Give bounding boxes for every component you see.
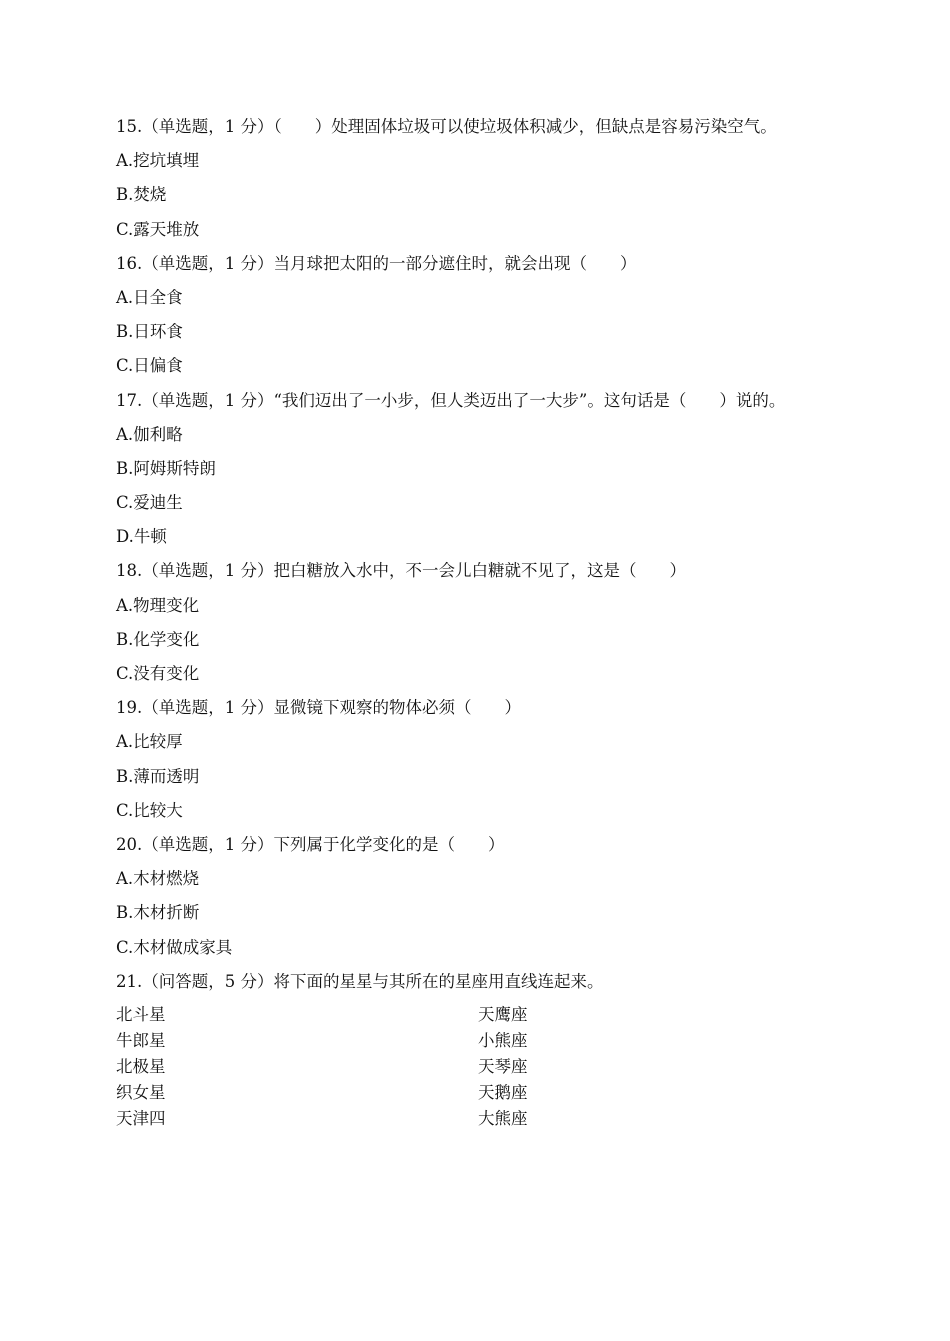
- question-19-option-c: C.比较大: [116, 800, 183, 820]
- question-17-option-c: C.爱迪生: [116, 493, 183, 513]
- question-21-stem: 21.（问答题，5 分）将下面的星星与其所在的星座用直线连起来。: [116, 971, 604, 991]
- question-20-option-a: A.木材燃烧: [116, 869, 200, 889]
- question-list: [116, 113, 836, 1132]
- matching-table: [116, 1002, 836, 1132]
- question-18-stem: 18.（单选题，1 分）把白糖放入水中，不一会儿白糖就不见了，这是（ ）: [116, 561, 686, 581]
- question-16-option-a: A.日全食: [116, 287, 183, 307]
- question-17-option-a: A.伽利略: [116, 424, 183, 444]
- question-16-option-b: B.日环食: [116, 322, 183, 342]
- question-19-option-a: A.比较厚: [116, 732, 183, 752]
- question-17-option-d: D.牛顿: [116, 527, 167, 547]
- constellation-name: 大熊座: [478, 1108, 528, 1128]
- question-15-option-a: A.挖坑填埋: [116, 151, 200, 171]
- constellation-name: 小熊座: [478, 1030, 528, 1050]
- question-17-stem: 17.（单选题，1 分）“我们迈出了一小步，但人类迈出了一大步”。这句话是（ ）说的。: [116, 390, 786, 410]
- question-15-stem: 15.（单选题，1 分）（ ）处理固体垃圾可以使垃圾体积减少，但缺点是容易污染空气。: [116, 117, 777, 136]
- question-20-option-b: B.木材折断: [116, 903, 200, 923]
- question-18-option-a: A.物理变化: [116, 595, 200, 615]
- matching-row: [116, 1054, 836, 1080]
- star-name: 牛郎星: [116, 1030, 166, 1050]
- star-name: 北极星: [116, 1056, 166, 1076]
- constellation-name: 天鹅座: [478, 1082, 528, 1102]
- matching-row: [116, 1002, 836, 1028]
- matching-row: [116, 1080, 836, 1106]
- star-name: 北斗星: [116, 1004, 166, 1024]
- matching-row: [116, 1106, 836, 1132]
- question-17-option-b: B.阿姆斯特朗: [116, 458, 216, 478]
- question-19-option-b: B.薄而透明: [116, 766, 200, 786]
- question-18-option-c: C.没有变化: [116, 664, 200, 683]
- question-18-option-b: B.化学变化: [116, 629, 200, 649]
- star-name: 织女星: [116, 1082, 166, 1102]
- matching-row: [116, 1028, 836, 1054]
- question-15-option-c: C.露天堆放: [116, 219, 200, 239]
- question-16-stem: 16.（单选题，1 分）当月球把太阳的一部分遮住时，就会出现（ ）: [116, 253, 637, 273]
- question-20-stem: 20.（单选题，1 分）下列属于化学变化的是（ ）: [116, 834, 505, 854]
- constellation-name: 天鹰座: [478, 1004, 528, 1024]
- question-16-option-c: C.日偏食: [116, 356, 183, 376]
- question-20-option-c: C.木材做成家具: [116, 937, 233, 957]
- question-15-option-b: B.焚烧: [116, 185, 167, 205]
- question-19-stem: 19.（单选题，1 分）显微镜下观察的物体必须（ ）: [116, 698, 521, 718]
- constellation-name: 天琴座: [478, 1056, 528, 1076]
- star-name: 天津四: [116, 1108, 166, 1128]
